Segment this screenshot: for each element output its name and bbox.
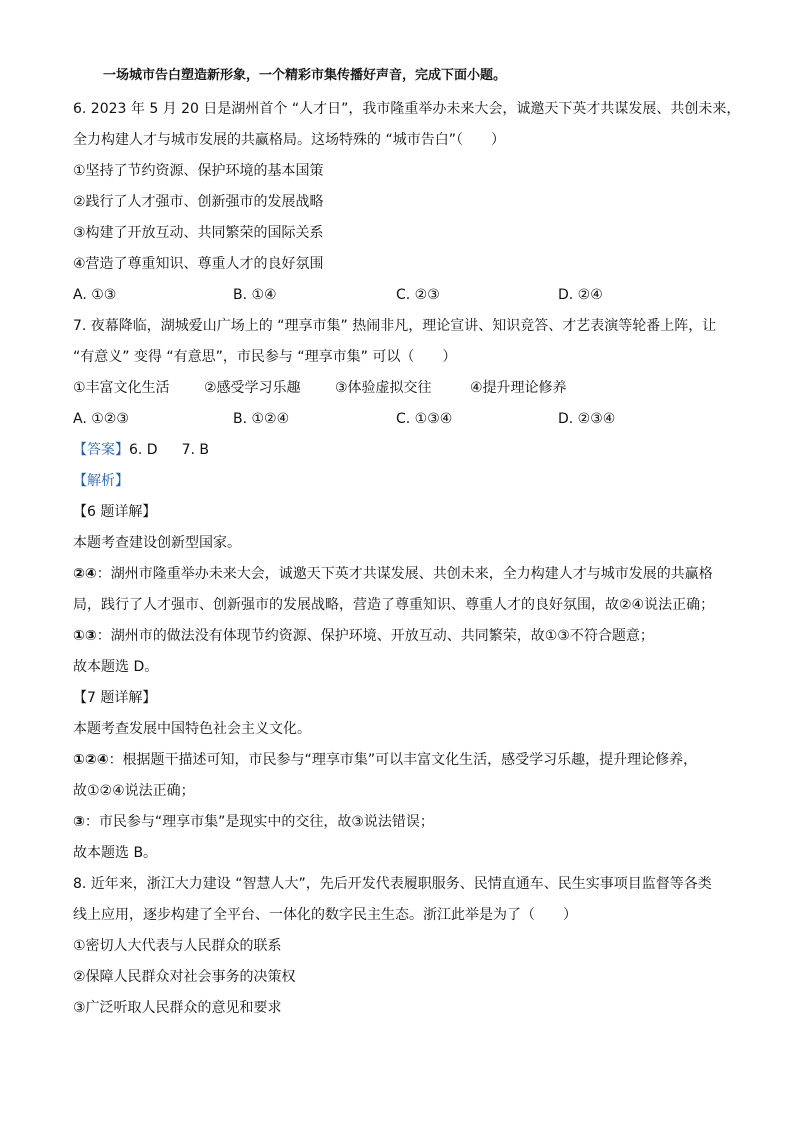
question-6-item-4: ④营造了尊重知识、尊重人才的良好氛围 (73, 256, 324, 272)
question-6-item-3: ③构建了开放互动、共同繁荣的国际关系 (73, 225, 324, 241)
answer-7: 7. B (181, 442, 210, 458)
detail-7-para-2-text: ：市民参与“理享市集”是现实中的交往，故③说法错误； (84, 814, 434, 830)
question-8-stem-line-1: 8. 近年来，浙江大力建设 “智慧人大”，先后开发代表履职服务、民情直通车、民生实事项目监督等各类 (73, 876, 712, 892)
question-8-item-1: ①密切人大代表与人民群众的联系 (73, 938, 282, 954)
question-7-stem-line-1: 7. 夜幕降临，湖城爱山广场上的 “理享市集” 热闹非凡，理论宣讲、知识竞答、才艺表演等轮番上阵，让 (73, 318, 717, 334)
detail-7-para-1-line-2: 故①②④说法正确； (73, 783, 195, 799)
question-6-option-b: B. ①④ (233, 287, 277, 303)
question-6-option-d: D. ②④ (558, 287, 603, 303)
detail-7-para-2-lead: ③ (73, 814, 85, 830)
question-6-option-c: C. ②③ (396, 287, 440, 303)
question-7-option-b: B. ①②④ (233, 411, 290, 427)
question-7-item-2: ②感受学习乐趣 (204, 380, 301, 396)
question-8-stem-line-2: 线上应用，逐步构建了全平台、一体化的数字民主生态。浙江此举是为了（ ） (73, 907, 577, 923)
answer-line (73, 440, 209, 460)
group-intro: 一场城市告白塑造新形象，一个精彩市集传播好声音，完成下面小题。 (103, 68, 507, 83)
question-7-option-a: A. ①②③ (73, 411, 129, 427)
question-6-stem-line-1: 6. 2023 年 5 月 20 日是湖州首个 “人才日”，我市隆重举办未来大会，诚邀天下英才共谋发展、共创未来， (73, 101, 741, 117)
detail-7-topic: 本题考查发展中国特色社会主义文化。 (73, 721, 311, 737)
detail-6-para-1-line-2: 局，践行了人才强市、创新强市的发展战略，营造了尊重知识、尊重人才的良好氛围，故②④说法正确； (73, 597, 715, 613)
question-8-item-2: ②保障人民群众对社会事务的决策权 (73, 969, 296, 985)
detail-6-para-2-text: ：湖州市的做法没有体现节约资源、保护环境、开放互动、共同繁荣，故①③不符合题意； (96, 628, 654, 644)
question-6-item-1: ①坚持了节约资源、保护环境的基本国策 (73, 163, 324, 179)
question-6-stem-line-2: 全力构建人才与城市发展的共赢格局。这场特殊的 “城市告白”（ ） (73, 132, 505, 148)
detail-6-para-2 (73, 626, 654, 646)
question-7-option-d: D. ②③④ (558, 411, 616, 427)
detail-6-para-1-text: ：湖州市隆重举办未来大会，诚邀天下英才共谋发展、共创未来，全力构建人才与城市发展的共赢格 (96, 566, 713, 582)
detail-6-conclusion: 故本题选 D。 (73, 659, 159, 675)
detail-6-para-1-line-1 (73, 564, 713, 584)
answer-label: 【答案】 (73, 442, 129, 458)
detail-7-para-1-lead: ①②④ (73, 752, 109, 768)
detail-7-heading: 【7 题详解】 (73, 690, 157, 706)
detail-7-para-2 (73, 812, 434, 832)
detail-7-para-1-text: ：根据题干描述可知，市民参与“理享市集”可以丰富文化生活，感受学习乐趣，提升理论修养， (108, 752, 698, 768)
question-7-stem-line-2: “有意义” 变得 “有意思”，市民参与 “理享市集” 可以（ ） (73, 349, 457, 365)
question-7-option-c: C. ①③④ (396, 411, 453, 427)
detail-6-heading: 【6 题详解】 (73, 504, 157, 520)
question-7-item-3: ③体验虚拟交往 (335, 380, 432, 396)
detail-7-conclusion: 故本题选 B。 (73, 845, 158, 861)
detail-6-topic: 本题考查建设创新型国家。 (73, 535, 241, 551)
answer-6: 6. D (129, 442, 158, 458)
detail-6-para-2-lead: ①③ (73, 628, 97, 644)
analysis-label: 【解析】 (73, 473, 129, 489)
question-8-item-3: ③广泛听取人民群众的意见和要求 (73, 1000, 282, 1016)
question-7-item-4: ④提升理论修养 (470, 380, 567, 396)
detail-7-para-1-line-1 (73, 750, 697, 770)
detail-6-para-1-lead: ②④ (73, 566, 97, 582)
question-7-item-1: ①丰富文化生活 (73, 380, 170, 396)
question-6-item-2: ②践行了人才强市、创新强市的发展战略 (73, 194, 324, 210)
question-6-option-a: A. ①③ (73, 287, 117, 303)
